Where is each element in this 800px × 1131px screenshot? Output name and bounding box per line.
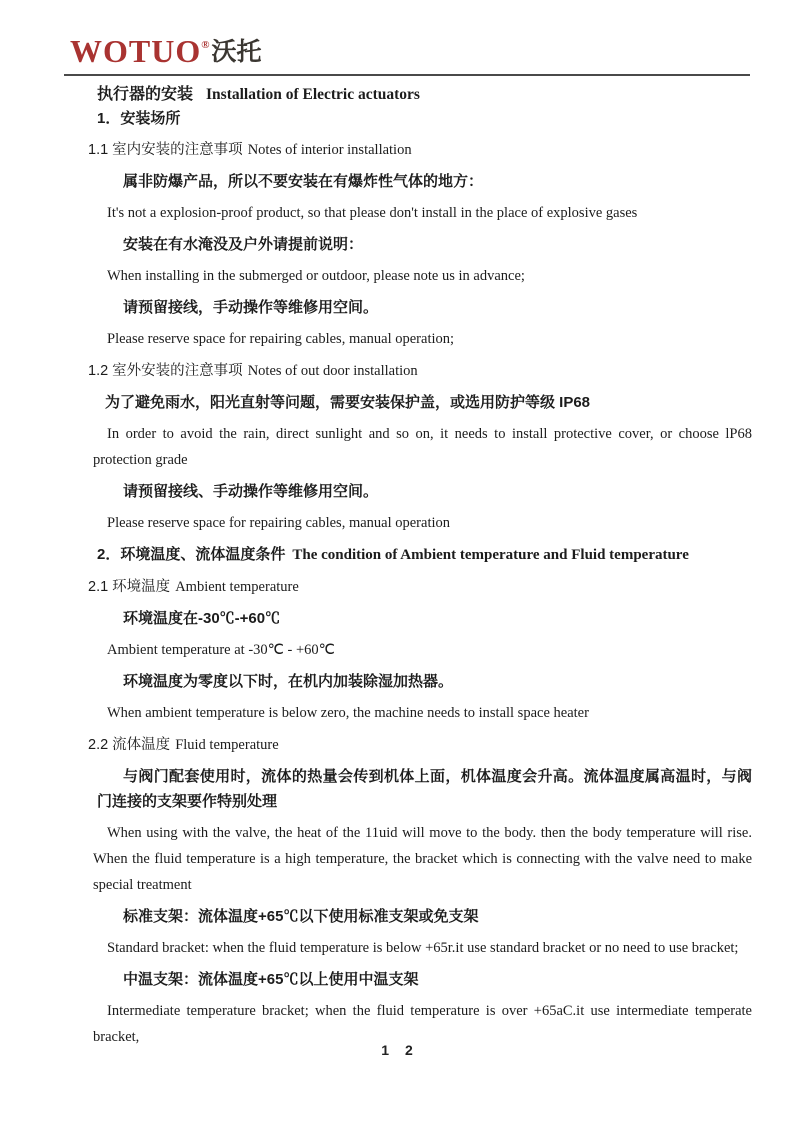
text-run-en: Fluid temperature — [175, 737, 279, 753]
paragraph-cn — [97, 764, 752, 814]
paragraph-en — [93, 700, 752, 726]
text-run-cn: 1．安装场所 — [97, 110, 181, 127]
text-run-en: When using with the valve, the heat of the 11uid will move to the body. then the body temperature will rise. When the fluid temperature is a high temperature, the bracket which is connecting with the valve need to make special treatment — [93, 825, 752, 893]
document-body — [0, 106, 800, 1056]
paragraph-en — [93, 200, 752, 226]
subsection-heading — [88, 358, 752, 384]
paragraph-en — [93, 637, 752, 663]
paragraph-cn — [97, 904, 752, 929]
text-run-cn: 为了避免雨水，阳光直射等问题，需要安装保护盖，或选用防护等级 IP68 — [105, 394, 591, 411]
text-run-cn: 环境温度在-30℃-+60℃ — [123, 610, 281, 627]
text-run-cn: 环境温度为零度以下时，在机内加装除湿加热器。 — [123, 673, 454, 690]
paragraph-cn — [97, 606, 752, 631]
text-run-en: Intermediate temperature bracket; when the fluid temperature is over +65aC.it use intermediate temperate bracket, — [93, 1003, 752, 1045]
paragraph-en — [93, 263, 752, 289]
subsection-heading — [88, 137, 752, 163]
paragraph-cn — [97, 967, 752, 992]
text-run-en: When installing in the submerged or outdoor, please note us in advance; — [107, 268, 525, 284]
paragraph-cn — [97, 390, 752, 415]
text-run-cn: 请预留接线、手动操作等维修用空间。 — [123, 483, 379, 500]
text-run-en: Please reserve space for repairing cables, manual operation; — [107, 331, 455, 347]
page-title-en: Installation of Electric actuators — [206, 86, 420, 103]
text-run-cn: 1.1 室内安装的注意事项 — [88, 142, 243, 158]
text-run-en: Notes of interior installation — [247, 142, 412, 158]
text-run-en: Ambient temperature at -30℃ - +60℃ — [107, 642, 335, 658]
brand-chinese-name: 沃托 — [211, 38, 262, 66]
text-run-cn: 安装在有水淹没及户外请提前说明： — [123, 236, 364, 253]
text-run-en: Please reserve space for repairing cables, manual operation — [107, 515, 451, 531]
text-run-en: Standard bracket: when the fluid temperature is below +65r.it use standard bracket or no need to use bracket; — [107, 940, 739, 956]
text-run-en: Ambient temperature — [175, 579, 299, 595]
text-run-en: It's not a explosion-proof product, so that please don't install in the place of explosive gases — [107, 205, 638, 221]
paragraph-cn — [97, 232, 752, 257]
paragraph-cn — [97, 295, 752, 320]
page-number: 1 2 — [381, 1042, 419, 1058]
subsection-heading — [88, 574, 752, 600]
wotuo-logo — [70, 32, 261, 70]
text-run-cn: 1.2 室外安装的注意事项 — [88, 363, 243, 379]
paragraph-cn — [97, 169, 752, 194]
text-run-cn: 2.1 环境温度 — [88, 579, 171, 595]
text-run-cn: 2．环境温度、流体温度条件 — [97, 546, 286, 563]
text-run-en: In order to avoid the rain, direct sunlight and so on, it needs to install protective cover, or choose lP68 protection grade — [93, 426, 752, 468]
paragraph-en — [93, 326, 752, 352]
text-run-cn: 请预留接线，手动操作等维修用空间。 — [123, 299, 379, 316]
page-title — [97, 81, 420, 104]
paragraph-cn — [97, 669, 752, 694]
registered-trademark-icon: ® — [201, 39, 210, 51]
paragraph-en — [93, 510, 752, 536]
paragraph-en — [93, 820, 752, 898]
text-run-cn: 中温支架：流体温度+65℃以上使用中温支架 — [123, 971, 419, 988]
text-run-en: When ambient temperature is below zero, the machine needs to install space heater — [107, 705, 589, 721]
text-run-cn: 属非防爆产品，所以不要安装在有爆炸性气体的地方： — [123, 173, 484, 190]
text-run-cn: 标准支架：流体温度+65℃以下使用标准支架或免支架 — [123, 908, 479, 925]
brand-wordmark: WOTUO — [70, 33, 202, 69]
paragraph-en — [93, 935, 752, 961]
section-heading — [97, 106, 752, 131]
text-run-cn: 2.2 流体温度 — [88, 737, 171, 753]
paragraph-cn — [97, 479, 752, 504]
text-run-cn: 与阀门配套使用时，流体的热量会传到机体上面，机体温度会升高。流体温度属高温时，与阀门连接的支架要作特别处理 — [97, 768, 752, 810]
page-title-cn: 执行器的安装 — [97, 86, 194, 103]
text-run-en: The condition of Ambient temperature and Fluid temperature — [292, 547, 689, 563]
subsection-heading — [88, 732, 752, 758]
section-heading — [97, 542, 752, 568]
header-divider — [64, 74, 750, 76]
text-run-en: Notes of out door installation — [247, 363, 418, 379]
paragraph-en — [93, 421, 752, 473]
